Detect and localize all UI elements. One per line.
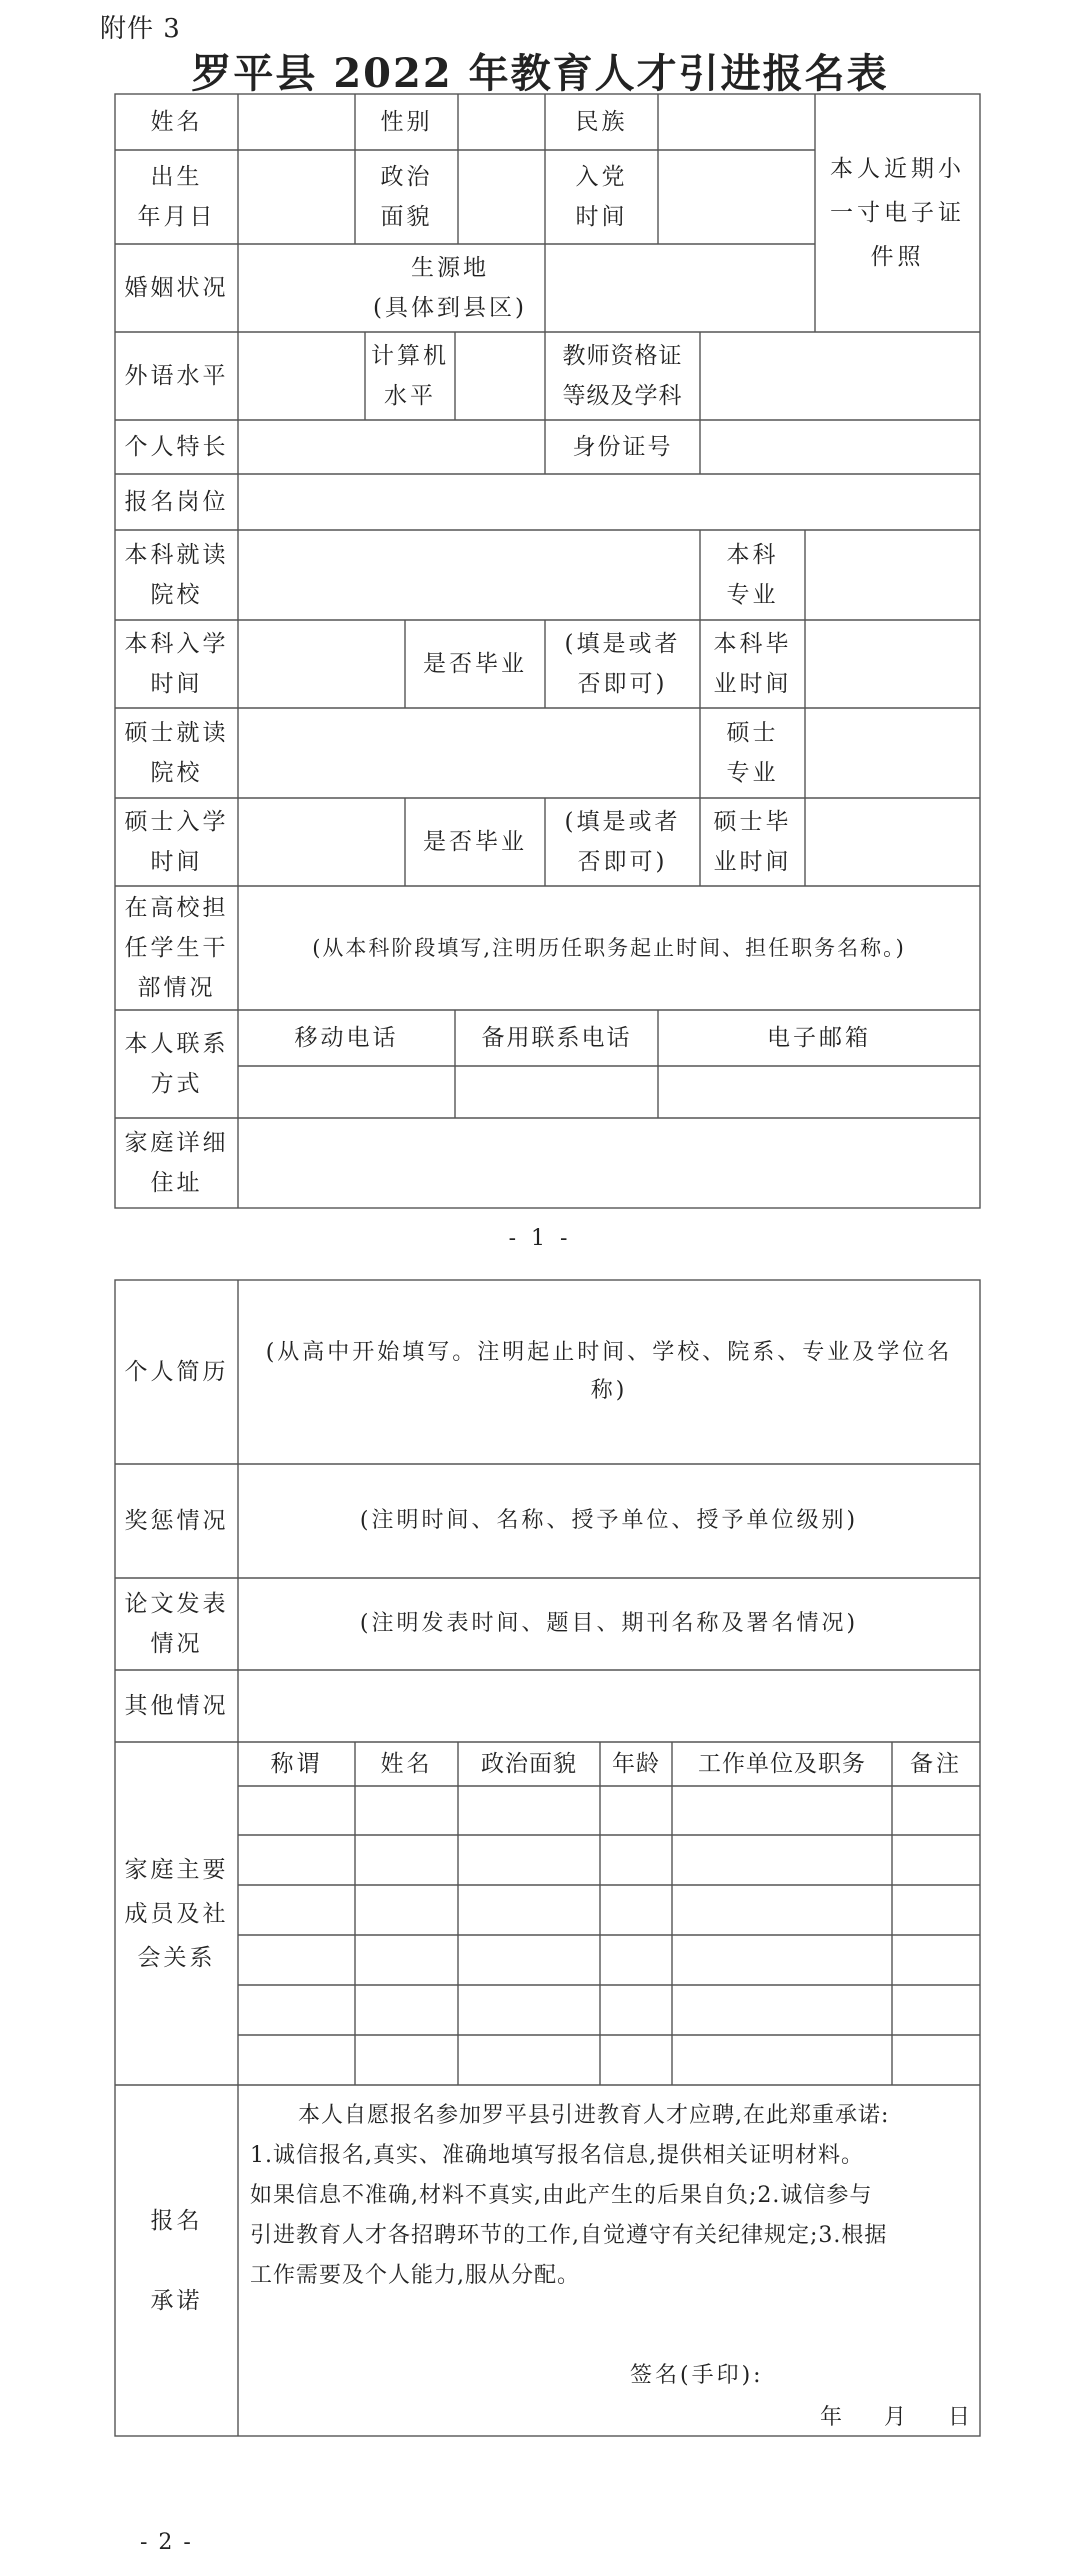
label-mobile: 移动电话 [294,1025,399,1051]
label-cadre [115,886,238,1010]
label-bmajor-line-1: 本科 [726,542,779,568]
label-cert-line-2: 等级及学科 [562,383,683,409]
label-mmajor-line-1: 硕士 [726,720,779,746]
label-mgrad-line-2: 业时间 [713,849,792,875]
page-number-2: - 2 - [140,2530,193,2555]
label-bschool-line-2: 院校 [150,582,203,608]
label-birth [115,150,238,244]
family-header-name: 姓名 [380,1751,433,1777]
label-computer [365,332,455,420]
label-master-entry [115,798,238,886]
label-papers [115,1578,238,1670]
label-resume: 个人简历 [124,1359,229,1385]
label-language: 外语水平 [124,363,229,389]
label-family-line-1: 家庭主要 [124,1856,229,1883]
label-master-graduated: 是否毕业 [423,829,527,855]
label-cadre-line-1: 在高校担 [124,895,229,921]
label-gender: 性别 [380,109,433,135]
label-bachelor-entry [115,620,238,708]
photo-line-3: 件照 [870,244,925,270]
label-ethnicity: 民族 [575,109,628,135]
note-master-fill [545,798,700,886]
label-papers-line-2: 情况 [150,1631,203,1657]
label-address-line-2: 住址 [150,1170,203,1196]
label-bachelor-grad-time [700,620,805,708]
label-email: 电子邮箱 [767,1025,871,1051]
label-cadre-line-3: 部情况 [137,975,216,1001]
note-resume-line-2: 称) [590,1378,628,1403]
label-master-school [115,708,238,798]
label-papers-line-1: 论文发表 [124,1591,229,1617]
signature-label: 签名(手印): [630,2363,764,2388]
label-mentry-line-1: 硕士入学 [124,809,229,835]
attachment-label: 附件 3 [100,14,181,44]
note-mfill-line-2: 否即可) [577,849,668,875]
label-cert-line-1: 教师资格证 [562,343,683,369]
label-party-line-1: 入党 [575,164,628,190]
label-family-line-3: 会关系 [137,1944,216,1971]
form-title: 罗平县 2022 年教育人才引进报名表 [191,50,889,97]
label-master-grad-time [700,798,805,886]
label-birth-line-1: 出生 [150,164,203,190]
date-line [820,2400,970,2431]
note-papers: (注明发表时间、题目、期刊名称及署名情况) [359,1611,859,1636]
label-bachelor-graduated: 是否毕业 [423,651,527,677]
label-marital: 婚姻状况 [124,275,229,301]
label-contact [115,1010,238,1118]
label-party-line-2: 时间 [575,204,628,230]
label-position: 报名岗位 [124,489,229,515]
label-mentry-line-2: 时间 [150,849,203,875]
label-specialty: 个人特长 [124,434,229,460]
label-promise-line-1: 报名 [150,2207,203,2234]
label-family-line-2: 成员及社 [124,1900,229,1927]
label-mgrad-line-1: 硕士毕 [713,809,792,835]
note-resume-line-1: (从高中开始填写。注明起止时间、学校、院系、专业及学位名 [265,1340,953,1365]
label-mschool-line-1: 硕士就读 [124,720,229,746]
label-family [115,1742,238,2085]
promise-line: 本人自愿报名参加罗平县引进教育人才应聘,在此郑重承诺: [298,2103,890,2128]
promise-line: 1.诚信报名,真实、准确地填写报名信息,提供相关证明材料。 [250,2143,864,2168]
label-other: 其他情况 [124,1693,229,1719]
label-political-line-2: 面貌 [380,204,433,230]
label-origin-line-2: (具体到县区) [373,295,527,321]
label-birth-line-2: 年月日 [137,204,216,230]
label-political-line-1: 政治 [380,164,433,190]
label-origin [355,244,545,332]
label-master-major [700,708,805,798]
label-computer-line-1: 计算机 [371,343,449,369]
family-header-work: 工作单位及职务 [698,1751,866,1777]
promise-line: 工作需要及个人能力,服从分配。 [250,2263,580,2288]
label-political [355,150,458,244]
note-resume [238,1280,980,1464]
label-bgrad-line-1: 本科毕 [713,631,792,657]
photo-placeholder[interactable] [815,94,980,332]
label-origin-line-1: 生源地 [411,255,489,281]
label-promise [115,2085,238,2436]
label-mschool-line-2: 院校 [150,760,203,786]
label-bachelor-school [115,530,238,620]
date-day: 日 [947,2405,970,2430]
label-cadre-line-2: 任学生干 [124,935,229,961]
date-month: 月 [883,2405,906,2430]
label-name: 姓名 [150,109,203,135]
note-bachelor-fill [545,620,700,708]
promise-line: 如果信息不准确,材料不真实,由此产生的后果自负;2.诚信参与 [250,2183,873,2208]
note-awards: (注明时间、名称、授予单位、授予单位级别) [359,1508,859,1533]
label-promise-line-2: 承诺 [150,2287,203,2314]
note-bfill-line-1: (填是或者 [564,631,681,657]
label-bentry-line-2: 时间 [150,671,203,697]
note-mfill-line-1: (填是或者 [564,809,681,835]
label-awards: 奖惩情况 [124,1508,229,1534]
label-computer-line-2: 水平 [384,383,436,409]
promise-text [250,2096,980,2296]
family-header-remark: 备注 [910,1751,962,1777]
promise-line: 引进教育人才各招聘环节的工作,自觉遵守有关纪律规定;3.根据 [250,2223,888,2248]
family-header-age: 年龄 [612,1751,660,1777]
note-bfill-line-2: 否即可) [577,671,668,697]
page-number-1: - 1 - [508,1226,572,1251]
label-contact-line-1: 本人联系 [124,1031,229,1057]
label-party-time [545,150,658,244]
photo-line-2: 一寸电子证 [830,200,965,226]
label-contact-line-2: 方式 [150,1071,203,1097]
label-address-line-1: 家庭详细 [124,1130,229,1156]
label-backup-phone: 备用联系电话 [481,1025,632,1051]
label-bentry-line-1: 本科入学 [124,631,229,657]
label-mmajor-line-2: 专业 [726,760,779,786]
note-cadre: (从本科阶段填写,注明历任职务起止时间、担任职务名称。) [312,936,906,960]
label-bmajor-line-2: 专业 [726,582,779,608]
family-header-political: 政治面貌 [481,1751,577,1777]
label-address [115,1118,238,1208]
label-bgrad-line-2: 业时间 [713,671,792,697]
label-bschool-line-1: 本科就读 [124,542,229,568]
label-teacher-cert [545,332,700,420]
label-id-number: 身份证号 [572,434,673,460]
date-year: 年 [820,2405,843,2430]
label-bachelor-major [700,530,805,620]
family-header-title: 称谓 [270,1751,323,1777]
photo-line-1: 本人近期小 [830,156,965,182]
